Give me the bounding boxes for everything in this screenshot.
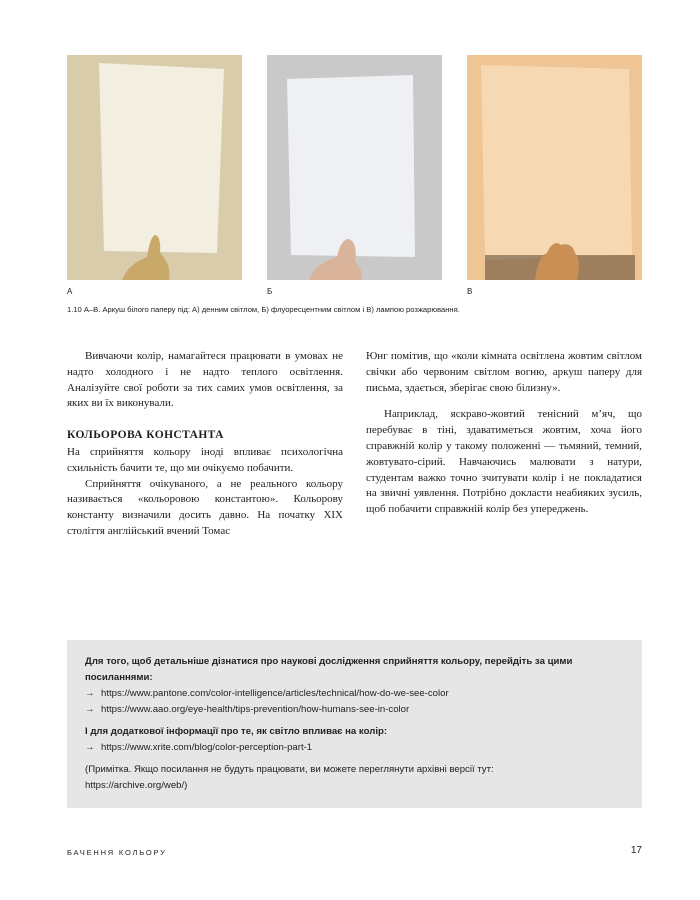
paper-sheet <box>481 65 632 260</box>
section-heading: КОЛЬОРОВА КОНСТАНТА <box>67 429 224 442</box>
running-title: БАЧЕННЯ КОЛЬОРУ <box>67 848 167 857</box>
photo-daylight <box>67 55 242 280</box>
photo-incandescent <box>467 55 642 280</box>
paragraph: Юнг помітив, що «коли кімната освітлена жовтим світлом свічки або червоним світлом вогню, аркуш паперу для письма, здається, зберігає свою білизну». <box>366 350 642 394</box>
paper-sheet <box>287 75 415 257</box>
paper-sheet <box>99 63 224 253</box>
paragraph: Вивчаючи колір, намагайтеся працювати в умовах не надто холодного і не надто теплого освітлення. Аналізуйте свої роботи за тих самих умов освітлення, за яких ви їх виконували. <box>67 350 343 410</box>
arrow-icon: → <box>85 704 95 715</box>
figure-label-c: В <box>467 287 473 296</box>
info-extra: І для додаткової інформації про те, як світло впливає на колір: <box>85 726 388 737</box>
link-pantone[interactable]: https://www.pantone.com/color-intelligence/articles/technical/how-do-we-see-color <box>101 688 449 699</box>
link-row <box>85 686 624 702</box>
archive-link[interactable]: https://archive.org/web/) <box>85 780 188 791</box>
link-xrite[interactable]: https://www.xrite.com/blog/color-perception-part-1 <box>101 742 313 753</box>
info-note: (Примітка. Якщо посилання не будуть працювати, ви можете переглянути архівні версії тут: <box>85 764 494 775</box>
arrow-icon: → <box>85 742 95 753</box>
paragraph: На сприйняття кольору іноді впливає психологічна схильність бачити те, що ми очікуємо побачити. <box>67 445 343 474</box>
info-intro: Для того, щоб детальніше дізнатися про наукові дослідження сприйняття кольору, перейдіть за цими посиланнями: <box>85 656 573 683</box>
figure-label-a: А <box>67 287 73 296</box>
figure-caption: 1.10 А–В. Аркуш білого паперу під: А) денним світлом, Б) флуоресцентним світлом і В) лампою розжарювання. <box>67 305 460 314</box>
left-column <box>67 349 343 540</box>
arrow-icon: → <box>85 688 95 699</box>
right-column <box>366 349 642 518</box>
link-row <box>85 740 624 756</box>
link-aao[interactable]: https://www.aao.org/eye-health/tips-prevention/how-humans-see-in-color <box>101 704 410 715</box>
paragraph: Наприклад, яскраво-жовтий тенісний м’яч, що перебуває в тіні, здаватиметься жовтим, хоча його справжній колір у такому положенні — тьмяний, темний, жовтувато-сірий. Навчаючись малювати з натури, студентам важко точно зчитувати колір і не покладатися на звичні уявлення. Потрібно докласти неабияких зусиль, щоб побачити справжній колір без упереджень. <box>366 408 642 516</box>
link-row <box>85 702 624 718</box>
info-box <box>67 640 642 808</box>
paragraph: Сприйняття очікуваного, а не реального кольору називається «кольоровою константою». Кольорову константу визначили досить давно. На початку XIX століття англійський вчений Томас <box>67 477 343 537</box>
figure-label-b: Б <box>267 287 273 296</box>
page-number: 17 <box>630 845 642 856</box>
photo-fluorescent <box>267 55 442 280</box>
